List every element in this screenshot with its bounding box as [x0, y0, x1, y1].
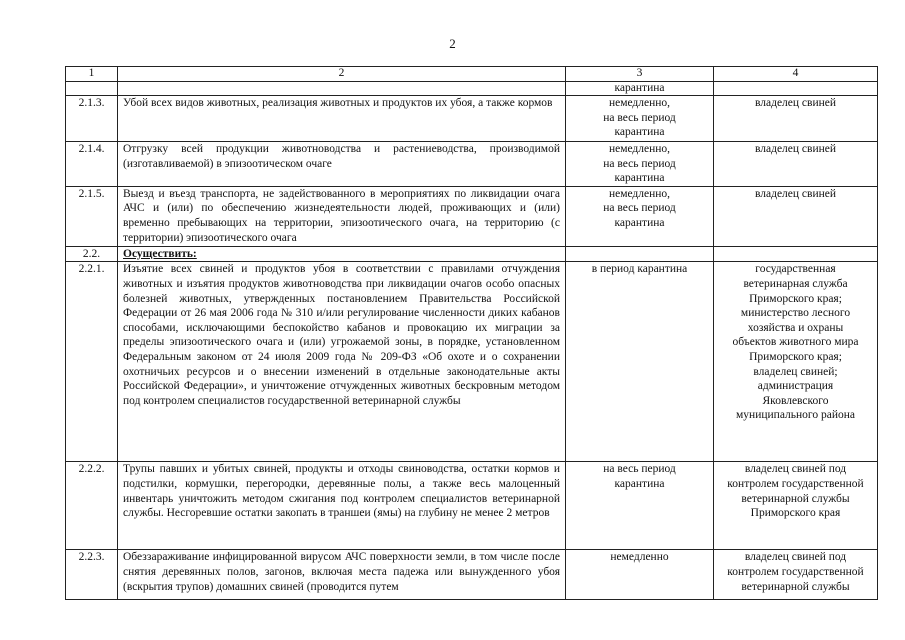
table-row — [66, 96, 878, 142]
section-resp — [714, 246, 878, 262]
resp-line: ветеринарной службы — [741, 580, 850, 593]
page-number: 2 — [449, 36, 456, 51]
resp-line: ветеринарной службы — [741, 492, 850, 505]
term-line: на весь период — [603, 111, 676, 124]
row-term — [566, 186, 714, 246]
table-row — [66, 462, 878, 550]
row-resp — [714, 82, 878, 96]
row-resp — [714, 550, 878, 600]
header-col-1: 1 — [66, 67, 118, 82]
resp-line: муниципального района — [736, 409, 855, 422]
resp-line: владелец свиней; — [753, 365, 838, 378]
row-desc: Изъятие всех свиней и продуктов убоя в соответствии с правилами отчуждения животных и изъятия продуктов животноводства при ликвидации очагов особо опасных болезней животных, утвержденных постановлением Правительства Российской Федерации от 26 мая 2006 года № 310 и/или регулирование численности диких кабанов способами, исключающими беспокойство кабанов и провокацию их миграции за пределы эпизоотического очага и (или) угрожаемой зоны, в порядке, установленном Федеральным законом от 24 июля 2009 года № 209-ФЗ «Об охоте и о сохранении охотничьих ресурсов и о внесении изменений в отдельные законодательные акты Российской Федерации», и уничтожение отчужденных животных бескровным методом под контролем специалистов государственной ветеринарной службы — [118, 262, 566, 462]
continuation-row — [66, 82, 878, 96]
term-line: на весь период — [603, 463, 676, 476]
row-resp — [714, 186, 878, 246]
term-line: немедленно, — [608, 187, 671, 200]
term-line: карантина — [614, 126, 665, 139]
row-num: 2.1.4. — [66, 142, 118, 187]
term-line: на весь период — [603, 157, 676, 170]
row-term — [566, 96, 714, 142]
row-desc: Отгрузку всей продукции животноводства и растениеводства, производимой (изготавливаемой) в эпизоотическом очаге — [118, 142, 566, 187]
term-line: в период карантина — [591, 263, 688, 276]
row-num: 2.2.2. — [66, 462, 118, 550]
header-col-3: 3 — [566, 67, 714, 82]
resp-line: владелец свиней — [754, 97, 837, 109]
row-resp — [714, 462, 878, 550]
row-desc: Обеззараживание инфицированной вирусом АЧС поверхности земли, в том числе после снятия деревянных полов, загонов, включая места падежа или вынужденного убоя (вскрытия трупов) домашних свиней (проводится путем — [118, 550, 566, 600]
row-num: 2.1.3. — [66, 96, 118, 142]
term-line: немедленно — [610, 551, 669, 564]
term-line: карантина — [614, 477, 665, 490]
row-resp — [714, 142, 878, 187]
resp-line: владелец свиней под — [744, 463, 847, 476]
resp-line: Приморского края; — [749, 292, 842, 305]
table-row — [66, 262, 878, 462]
resp-line: министерство лесного — [740, 307, 851, 320]
table-header-row — [66, 67, 878, 82]
header-col-2: 2 — [118, 67, 566, 82]
measures-table — [65, 66, 878, 600]
header-col-4: 4 — [714, 67, 878, 82]
resp-line: Приморского края; — [749, 350, 842, 363]
term-line: карантина — [614, 216, 665, 229]
resp-line: Яковлевского — [762, 394, 829, 407]
resp-line: государственная — [755, 263, 836, 276]
resp-line: Приморского края — [750, 507, 841, 520]
resp-line: ветеринарная служба — [743, 277, 848, 290]
table-row — [66, 186, 878, 246]
row-desc: Убой всех видов животных, реализация животных и продуктов их убоя, а также кормов — [118, 96, 566, 142]
row-num: 2.2.3. — [66, 550, 118, 600]
table-row — [66, 550, 878, 600]
row-term: карантина — [566, 82, 714, 96]
section-title: Осуществить: — [118, 246, 566, 262]
row-num — [66, 82, 118, 96]
row-num: 2.2.1. — [66, 262, 118, 462]
row-desc — [118, 82, 566, 96]
row-term — [566, 262, 714, 462]
rows-group-1 — [66, 96, 878, 247]
rows-group-2 — [66, 262, 878, 600]
row-term — [566, 550, 714, 600]
term-line: на весь период — [603, 202, 676, 215]
resp-line: владелец свиней — [754, 143, 837, 155]
resp-line: объектов животного мира — [732, 336, 859, 349]
table-row — [66, 142, 878, 187]
row-desc: Выезд и въезд транспорта, не задействованного в мероприятиях по ликвидации очага АЧС и (или) по обеспечению жизнедеятельности людей, проживающих и (или) временно пребывающих на территории, эпизоотического очага, на территорию (с территории) эпизоотического очага — [118, 186, 566, 246]
resp-line: хозяйства и охраны — [747, 321, 844, 334]
term-line: немедленно, — [608, 143, 671, 155]
row-num: 2.1.5. — [66, 186, 118, 246]
resp-line: контролем государственной — [727, 565, 864, 578]
row-resp — [714, 262, 878, 462]
term-line: карантина — [614, 172, 665, 185]
resp-line: контролем государственной — [727, 477, 864, 490]
row-term — [566, 462, 714, 550]
resp-line: администрация — [757, 380, 834, 393]
row-term — [566, 142, 714, 187]
section-num: 2.2. — [66, 246, 118, 262]
row-desc: Трупы павших и убитых свиней, продукты и отходы свиноводства, остатки кормов и подстилки, кормушки, перегородки, деревянные полы, а также весь малоценный инвентарь уничтожить методом сжигания под контролем специалистов ветеринарной службы. Несгоревшие остатки закопать в траншеи (ямы) на глубину не менее 2 метров — [118, 462, 566, 550]
section-term — [566, 246, 714, 262]
section-row — [66, 246, 878, 262]
term-line: немедленно, — [608, 97, 671, 109]
resp-line: владелец свиней под — [744, 551, 847, 564]
row-resp — [714, 96, 878, 142]
resp-line: владелец свиней — [754, 187, 837, 200]
